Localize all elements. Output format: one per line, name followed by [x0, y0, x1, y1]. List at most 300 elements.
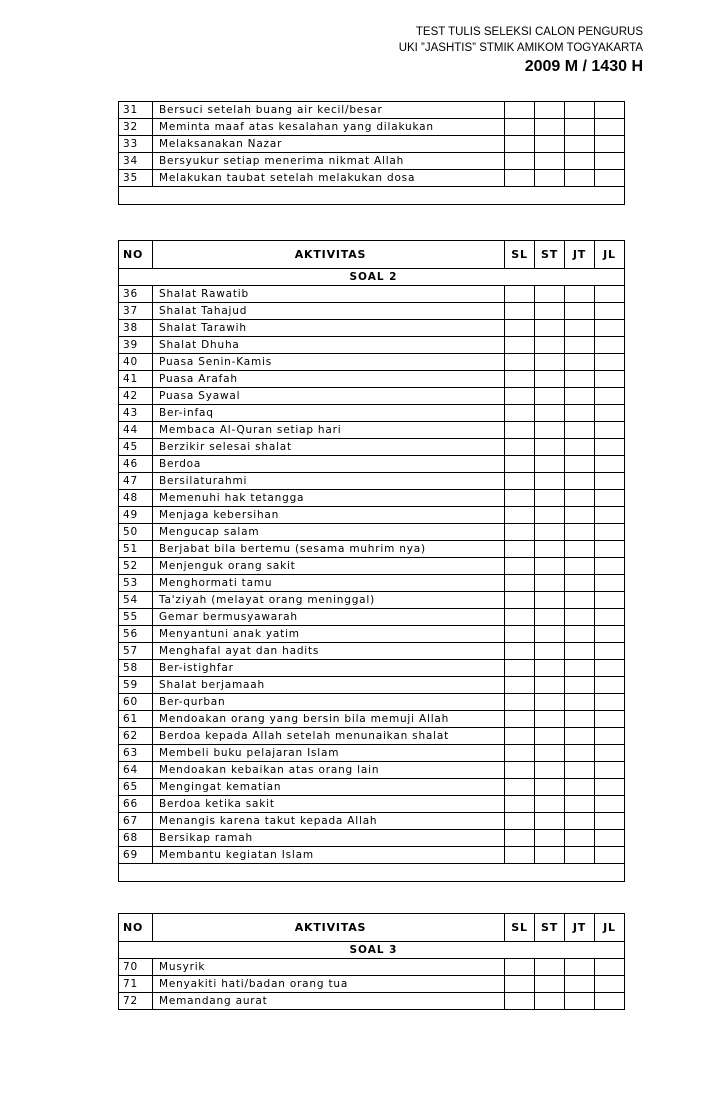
answer-cell-jl[interactable] [595, 354, 625, 371]
answer-cell-st[interactable] [535, 660, 565, 677]
row-number: 69 [119, 847, 153, 864]
answer-cell-jl[interactable] [595, 405, 625, 422]
answer-cell-sl[interactable] [505, 993, 535, 1010]
table-row [119, 728, 625, 745]
activity-text: Memandang aurat [153, 993, 505, 1010]
activity-text: Ber-infaq [153, 405, 505, 422]
activity-text: Puasa Senin-Kamis [153, 354, 505, 371]
answer-cell-jt[interactable] [565, 660, 595, 677]
activity-text: Shalat Rawatib [153, 286, 505, 303]
table-row [119, 813, 625, 830]
activity-text: Menangis karena takut kepada Allah [153, 813, 505, 830]
row-number: 72 [119, 993, 153, 1010]
activity-text: Bersyukur setiap menerima nikmat Allah [153, 153, 505, 170]
table-row [119, 439, 625, 456]
answer-cell-jt[interactable] [565, 456, 595, 473]
answer-cell-sl[interactable] [505, 728, 535, 745]
answer-cell-jt[interactable] [565, 371, 595, 388]
answer-cell-jl[interactable] [595, 102, 625, 119]
activity-text: Musyrik [153, 959, 505, 976]
answer-cell-jl[interactable] [595, 993, 625, 1010]
answer-cell-jt[interactable] [565, 473, 595, 490]
answer-cell-st[interactable] [535, 779, 565, 796]
answer-cell-st[interactable] [535, 558, 565, 575]
answer-cell-sl[interactable] [505, 170, 535, 187]
col-activity: AKTIVITAS [153, 241, 505, 269]
col-jl: JL [595, 241, 625, 269]
answer-cell-st[interactable] [535, 371, 565, 388]
answer-cell-st[interactable] [535, 830, 565, 847]
table-row [119, 136, 625, 153]
answer-cell-st[interactable] [535, 575, 565, 592]
answer-cell-jt[interactable] [565, 745, 595, 762]
answer-cell-jt[interactable] [565, 524, 595, 541]
answer-cell-jl[interactable] [595, 524, 625, 541]
answer-cell-jl[interactable] [595, 694, 625, 711]
answer-cell-sl[interactable] [505, 626, 535, 643]
answer-cell-st[interactable] [535, 286, 565, 303]
table-row [119, 102, 625, 119]
table-row [119, 959, 625, 976]
table-row [119, 711, 625, 728]
answer-cell-jt[interactable] [565, 813, 595, 830]
answer-cell-sl[interactable] [505, 286, 535, 303]
table-row [119, 507, 625, 524]
answer-cell-st[interactable] [535, 170, 565, 187]
answer-cell-sl[interactable] [505, 541, 535, 558]
col-no: NO [119, 914, 153, 942]
answer-cell-sl[interactable] [505, 609, 535, 626]
answer-cell-jl[interactable] [595, 303, 625, 320]
answer-cell-sl[interactable] [505, 779, 535, 796]
section1-table [118, 101, 625, 205]
answer-cell-sl[interactable] [505, 136, 535, 153]
answer-cell-jt[interactable] [565, 762, 595, 779]
header-line-2: UKI ”JASHTIS” STMIK AMIKOM TOGYAKARTA [398, 42, 643, 54]
answer-cell-sl[interactable] [505, 422, 535, 439]
activity-text: Menjenguk orang sakit [153, 558, 505, 575]
answer-cell-sl[interactable] [505, 847, 535, 864]
answer-cell-jt[interactable] [565, 993, 595, 1010]
activity-text: Melakukan taubat setelah melakukan dosa [153, 170, 505, 187]
answer-cell-jl[interactable] [595, 745, 625, 762]
answer-cell-jl[interactable] [595, 847, 625, 864]
activity-text: Menghormati tamu [153, 575, 505, 592]
answer-cell-jt[interactable] [565, 337, 595, 354]
row-number: 65 [119, 779, 153, 796]
row-number: 32 [119, 119, 153, 136]
answer-cell-st[interactable] [535, 813, 565, 830]
answer-cell-st[interactable] [535, 337, 565, 354]
answer-cell-jt[interactable] [565, 677, 595, 694]
activity-text: Bersikap ramah [153, 830, 505, 847]
activity-text: Gemar bermusyawarah [153, 609, 505, 626]
answer-cell-sl[interactable] [505, 711, 535, 728]
answer-cell-jl[interactable] [595, 677, 625, 694]
answer-cell-jl[interactable] [595, 728, 625, 745]
answer-cell-sl[interactable] [505, 388, 535, 405]
answer-cell-jt[interactable] [565, 439, 595, 456]
activity-text: Memenuhi hak tetangga [153, 490, 505, 507]
col-no: NO [119, 241, 153, 269]
answer-cell-st[interactable] [535, 711, 565, 728]
row-number: 34 [119, 153, 153, 170]
table-row [119, 779, 625, 796]
answer-cell-jl[interactable] [595, 422, 625, 439]
table-row [119, 286, 625, 303]
table-row [119, 337, 625, 354]
answer-cell-jt[interactable] [565, 779, 595, 796]
row-number: 70 [119, 959, 153, 976]
answer-cell-jt[interactable] [565, 626, 595, 643]
answer-cell-sl[interactable] [505, 592, 535, 609]
answer-cell-jt[interactable] [565, 592, 595, 609]
answer-cell-jl[interactable] [595, 490, 625, 507]
answer-cell-st[interactable] [535, 959, 565, 976]
answer-cell-jl[interactable] [595, 388, 625, 405]
row-number: 35 [119, 170, 153, 187]
answer-cell-sl[interactable] [505, 320, 535, 337]
activity-text: Mendoakan orang yang bersin bila memuji Allah [153, 711, 505, 728]
answer-cell-sl[interactable] [505, 796, 535, 813]
answer-cell-jl[interactable] [595, 643, 625, 660]
answer-cell-jt[interactable] [565, 541, 595, 558]
soal3-table [118, 913, 625, 1010]
activity-text: Menjaga kebersihan [153, 507, 505, 524]
answer-cell-st[interactable] [535, 524, 565, 541]
answer-cell-sl[interactable] [505, 643, 535, 660]
answer-cell-sl[interactable] [505, 371, 535, 388]
row-number: 49 [119, 507, 153, 524]
row-number: 39 [119, 337, 153, 354]
answer-cell-jt[interactable] [565, 558, 595, 575]
activity-text: Shalat Dhuha [153, 337, 505, 354]
answer-cell-sl[interactable] [505, 507, 535, 524]
row-number: 33 [119, 136, 153, 153]
row-number: 61 [119, 711, 153, 728]
answer-cell-st[interactable] [535, 507, 565, 524]
activity-text: Melaksanakan Nazar [153, 136, 505, 153]
table-row [119, 592, 625, 609]
answer-cell-sl[interactable] [505, 439, 535, 456]
answer-cell-jl[interactable] [595, 796, 625, 813]
answer-cell-sl[interactable] [505, 762, 535, 779]
table-row [119, 354, 625, 371]
answer-cell-sl[interactable] [505, 694, 535, 711]
answer-cell-st[interactable] [535, 976, 565, 993]
answer-cell-st[interactable] [535, 456, 565, 473]
activity-text: Membeli buku pelajaran Islam [153, 745, 505, 762]
answer-cell-jt[interactable] [565, 119, 595, 136]
table-row [119, 153, 625, 170]
activity-text: Mengucap salam [153, 524, 505, 541]
answer-cell-jl[interactable] [595, 473, 625, 490]
row-number: 66 [119, 796, 153, 813]
answer-cell-jt[interactable] [565, 320, 595, 337]
activity-text: Meminta maaf atas kesalahan yang dilakukan [153, 119, 505, 136]
col-jl: JL [595, 914, 625, 942]
answer-cell-st[interactable] [535, 694, 565, 711]
answer-cell-jl[interactable] [595, 592, 625, 609]
answer-cell-jt[interactable] [565, 286, 595, 303]
row-number: 31 [119, 102, 153, 119]
answer-cell-jl[interactable] [595, 575, 625, 592]
answer-cell-jl[interactable] [595, 711, 625, 728]
table-row [119, 490, 625, 507]
answer-cell-sl[interactable] [505, 405, 535, 422]
answer-cell-jl[interactable] [595, 371, 625, 388]
answer-cell-jl[interactable] [595, 830, 625, 847]
activity-text: Ta'ziyah (melayat orang meninggal) [153, 592, 505, 609]
col-activity: AKTIVITAS [153, 914, 505, 942]
answer-cell-jl[interactable] [595, 119, 625, 136]
table-row [119, 796, 625, 813]
activity-text: Berdoa [153, 456, 505, 473]
table-row [119, 575, 625, 592]
header-year: 2009 M / 1430 H [524, 58, 643, 75]
answer-cell-sl[interactable] [505, 102, 535, 119]
answer-cell-jl[interactable] [595, 959, 625, 976]
answer-cell-st[interactable] [535, 320, 565, 337]
activity-text: Mendoakan kebaikan atas orang lain [153, 762, 505, 779]
row-number: 40 [119, 354, 153, 371]
answer-cell-st[interactable] [535, 405, 565, 422]
answer-cell-jl[interactable] [595, 136, 625, 153]
answer-cell-jl[interactable] [595, 286, 625, 303]
answer-cell-sl[interactable] [505, 337, 535, 354]
answer-cell-sl[interactable] [505, 660, 535, 677]
answer-cell-jt[interactable] [565, 102, 595, 119]
activity-text: Menyantuni anak yatim [153, 626, 505, 643]
answer-cell-jl[interactable] [595, 762, 625, 779]
answer-cell-sl[interactable] [505, 524, 535, 541]
answer-cell-st[interactable] [535, 609, 565, 626]
answer-cell-st[interactable] [535, 490, 565, 507]
activity-text: Bersilaturahmi [153, 473, 505, 490]
table-row [119, 541, 625, 558]
activity-text: Berdoa ketika sakit [153, 796, 505, 813]
row-number: 48 [119, 490, 153, 507]
answer-cell-jt[interactable] [565, 388, 595, 405]
answer-cell-jt[interactable] [565, 830, 595, 847]
answer-cell-jt[interactable] [565, 796, 595, 813]
answer-cell-st[interactable] [535, 102, 565, 119]
answer-cell-st[interactable] [535, 303, 565, 320]
activity-text: Shalat Tahajud [153, 303, 505, 320]
soal3-title: SOAL 3 [119, 942, 625, 959]
answer-cell-jl[interactable] [595, 976, 625, 993]
table-row [119, 320, 625, 337]
table-header-row [119, 241, 625, 269]
table-row [119, 371, 625, 388]
row-number: 60 [119, 694, 153, 711]
answer-cell-st[interactable] [535, 745, 565, 762]
activity-text: Menyakiti hati/badan orang tua [153, 976, 505, 993]
row-number: 57 [119, 643, 153, 660]
blank-row [119, 864, 625, 882]
answer-cell-st[interactable] [535, 762, 565, 779]
row-number: 50 [119, 524, 153, 541]
answer-cell-jt[interactable] [565, 170, 595, 187]
row-number: 51 [119, 541, 153, 558]
answer-cell-sl[interactable] [505, 976, 535, 993]
row-number: 37 [119, 303, 153, 320]
col-st: ST [535, 241, 565, 269]
answer-cell-jl[interactable] [595, 153, 625, 170]
answer-cell-jl[interactable] [595, 813, 625, 830]
answer-cell-st[interactable] [535, 388, 565, 405]
activity-text: Shalat berjamaah [153, 677, 505, 694]
activity-text: Menghafal ayat dan hadits [153, 643, 505, 660]
col-sl: SL [505, 241, 535, 269]
row-number: 68 [119, 830, 153, 847]
table-row [119, 456, 625, 473]
answer-cell-jl[interactable] [595, 779, 625, 796]
table-row [119, 473, 625, 490]
answer-cell-jt[interactable] [565, 354, 595, 371]
answer-cell-st[interactable] [535, 541, 565, 558]
answer-cell-st[interactable] [535, 592, 565, 609]
answer-cell-jl[interactable] [595, 626, 625, 643]
answer-cell-sl[interactable] [505, 959, 535, 976]
answer-cell-jl[interactable] [595, 507, 625, 524]
answer-cell-st[interactable] [535, 626, 565, 643]
answer-cell-sl[interactable] [505, 456, 535, 473]
row-number: 56 [119, 626, 153, 643]
answer-cell-st[interactable] [535, 136, 565, 153]
answer-cell-st[interactable] [535, 422, 565, 439]
answer-cell-jl[interactable] [595, 320, 625, 337]
activity-text: Puasa Syawal [153, 388, 505, 405]
row-number: 64 [119, 762, 153, 779]
table-row [119, 422, 625, 439]
answer-cell-st[interactable] [535, 119, 565, 136]
table-row [119, 405, 625, 422]
soal2-table [118, 240, 625, 882]
answer-cell-jl[interactable] [595, 660, 625, 677]
activity-text: Ber-qurban [153, 694, 505, 711]
answer-cell-st[interactable] [535, 677, 565, 694]
answer-cell-jl[interactable] [595, 541, 625, 558]
answer-cell-jl[interactable] [595, 558, 625, 575]
answer-cell-jl[interactable] [595, 609, 625, 626]
answer-cell-jt[interactable] [565, 490, 595, 507]
activity-text: Berdoa kepada Allah setelah menunaikan shalat [153, 728, 505, 745]
answer-cell-jt[interactable] [565, 728, 595, 745]
answer-cell-st[interactable] [535, 354, 565, 371]
answer-cell-jt[interactable] [565, 694, 595, 711]
answer-cell-jt[interactable] [565, 711, 595, 728]
answer-cell-jt[interactable] [565, 609, 595, 626]
row-number: 47 [119, 473, 153, 490]
answer-cell-st[interactable] [535, 993, 565, 1010]
answer-cell-sl[interactable] [505, 830, 535, 847]
answer-cell-sl[interactable] [505, 558, 535, 575]
answer-cell-sl[interactable] [505, 813, 535, 830]
answer-cell-sl[interactable] [505, 119, 535, 136]
answer-cell-jt[interactable] [565, 643, 595, 660]
answer-cell-sl[interactable] [505, 473, 535, 490]
row-number: 55 [119, 609, 153, 626]
table-row [119, 170, 625, 187]
blank-cell [119, 187, 625, 205]
answer-cell-jl[interactable] [595, 170, 625, 187]
answer-cell-sl[interactable] [505, 677, 535, 694]
answer-cell-sl[interactable] [505, 354, 535, 371]
header-line-1: TEST TULIS SELEKSI CALON PENGURUS [415, 26, 643, 38]
row-number: 54 [119, 592, 153, 609]
answer-cell-sl[interactable] [505, 490, 535, 507]
table-row [119, 388, 625, 405]
table-row [119, 626, 625, 643]
table-row [119, 847, 625, 864]
answer-cell-jt[interactable] [565, 847, 595, 864]
answer-cell-jt[interactable] [565, 405, 595, 422]
row-number: 62 [119, 728, 153, 745]
row-number: 63 [119, 745, 153, 762]
answer-cell-st[interactable] [535, 643, 565, 660]
answer-cell-jt[interactable] [565, 422, 595, 439]
table-row [119, 609, 625, 626]
activity-text: Membantu kegiatan Islam [153, 847, 505, 864]
answer-cell-st[interactable] [535, 847, 565, 864]
answer-cell-sl[interactable] [505, 745, 535, 762]
row-number: 41 [119, 371, 153, 388]
answer-cell-sl[interactable] [505, 575, 535, 592]
row-number: 38 [119, 320, 153, 337]
row-number: 67 [119, 813, 153, 830]
row-number: 44 [119, 422, 153, 439]
row-number: 43 [119, 405, 153, 422]
row-number: 58 [119, 660, 153, 677]
answer-cell-sl[interactable] [505, 153, 535, 170]
answer-cell-st[interactable] [535, 728, 565, 745]
activity-text: Shalat Tarawih [153, 320, 505, 337]
answer-cell-jl[interactable] [595, 439, 625, 456]
answer-cell-jt[interactable] [565, 976, 595, 993]
table-row [119, 993, 625, 1010]
col-jt: JT [565, 914, 595, 942]
answer-cell-jl[interactable] [595, 456, 625, 473]
answer-cell-jt[interactable] [565, 153, 595, 170]
answer-cell-jt[interactable] [565, 507, 595, 524]
answer-cell-jt[interactable] [565, 136, 595, 153]
answer-cell-jt[interactable] [565, 959, 595, 976]
answer-cell-sl[interactable] [505, 303, 535, 320]
soal2-title: SOAL 2 [119, 269, 625, 286]
answer-cell-jt[interactable] [565, 303, 595, 320]
blank-cell [119, 864, 625, 882]
answer-cell-jl[interactable] [595, 337, 625, 354]
answer-cell-st[interactable] [535, 796, 565, 813]
table-header-row [119, 914, 625, 942]
blank-row [119, 187, 625, 205]
answer-cell-st[interactable] [535, 439, 565, 456]
answer-cell-jt[interactable] [565, 575, 595, 592]
table-row [119, 524, 625, 541]
table-row [119, 745, 625, 762]
activity-text: Berjabat bila bertemu (sesama muhrim nya) [153, 541, 505, 558]
table-row [119, 643, 625, 660]
row-number: 36 [119, 286, 153, 303]
table-row [119, 762, 625, 779]
row-number: 59 [119, 677, 153, 694]
col-st: ST [535, 914, 565, 942]
row-number: 45 [119, 439, 153, 456]
answer-cell-st[interactable] [535, 473, 565, 490]
row-number: 53 [119, 575, 153, 592]
answer-cell-st[interactable] [535, 153, 565, 170]
